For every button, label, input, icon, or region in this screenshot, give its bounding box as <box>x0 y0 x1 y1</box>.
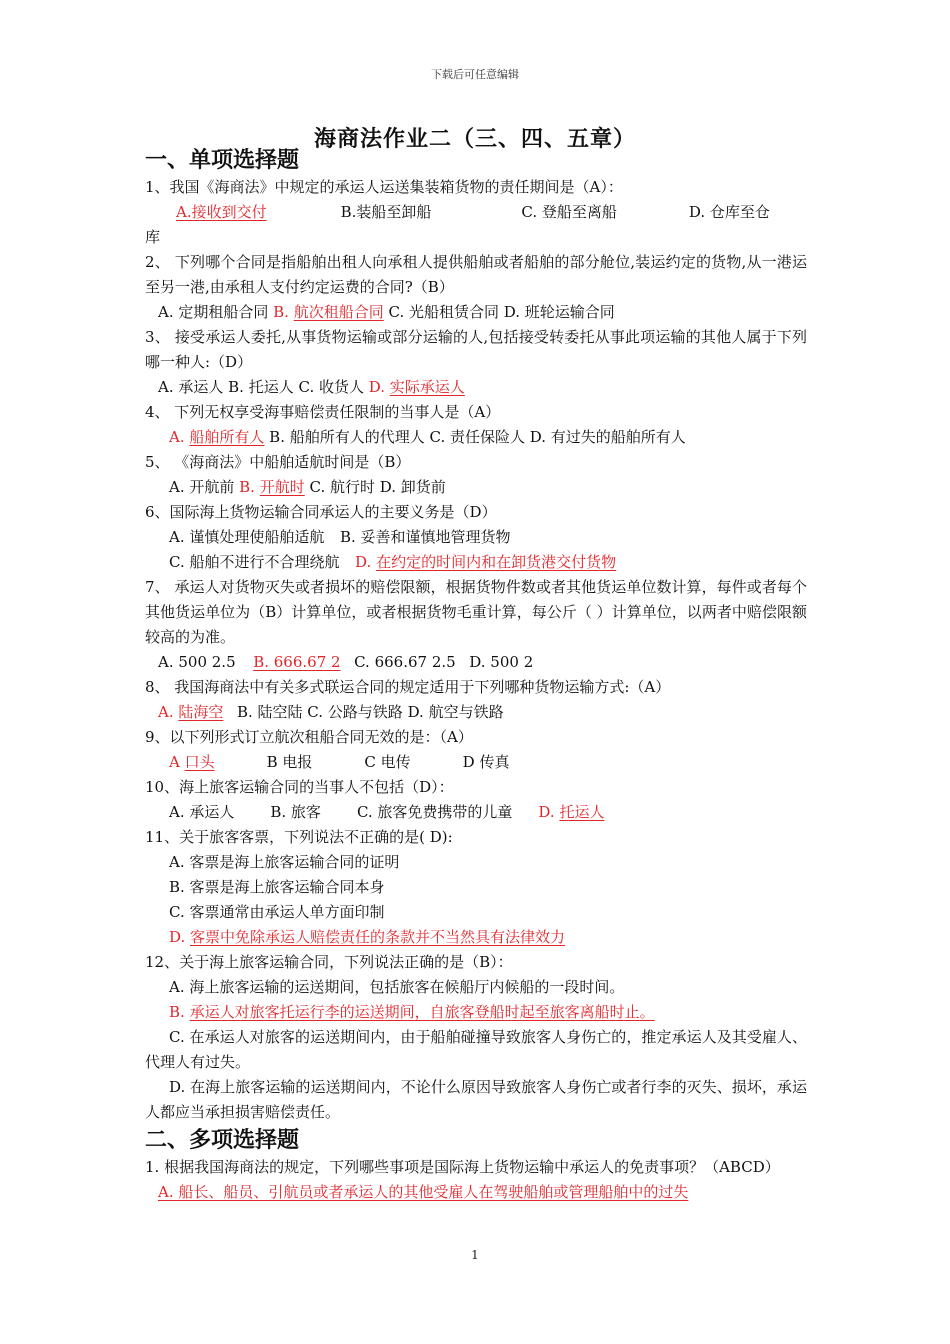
question-10-option-d-letter: D. <box>538 803 560 821</box>
question-2-option-a: A. 定期租船合同 <box>158 303 269 321</box>
question-10-option-a: A. 承运人 <box>169 803 235 821</box>
question-3-options <box>145 375 807 400</box>
question-4-option-b: B. 船舶所有人的代理人 <box>269 428 425 446</box>
question-6-option-b: B. 妥善和谨慎地管理货物 <box>339 528 511 546</box>
question-10-option-c: C. 旅客免费携带的儿童 <box>356 803 513 821</box>
question-10-stem: 10、海上旅客运输合同的当事人不包括（D）： <box>145 778 454 796</box>
question-11-option-c: C. 客票通常由承运人单方面印制 <box>169 903 385 921</box>
question-5-options <box>145 475 807 500</box>
document-body <box>145 145 807 1205</box>
question-9-option-b: B 电报 <box>266 753 313 771</box>
question-6-options-cd <box>145 550 807 575</box>
question-8-option-a: 陆海空 <box>178 703 224 721</box>
question-11-option-a: A. 客票是海上旅客运输合同的证明 <box>169 853 400 871</box>
question-5-option-a: A. 开航前 <box>169 478 235 496</box>
question-9-stem: 9、以下列形式订立航次租船合同无效的是：（A） <box>145 728 473 746</box>
question-12-option-c: C. 在承运人对旅客的运送期间内，由于船舶碰撞导致旅客人身伤亡的，推定承运人及其受雇人、代理人有过失。 <box>145 1028 807 1071</box>
question-3-option-b: B. 托运人 <box>228 378 294 396</box>
question-6-stem: 6、国际海上货物运输合同承运人的主要义务是（D） <box>145 503 497 521</box>
question-4-stem: 4、 下列无权享受海事赔偿责任限制的当事人是（A） <box>145 403 501 421</box>
question-11-option-d-row <box>145 925 807 950</box>
question-4-options <box>145 425 807 450</box>
question-10-option-b: B. 旅客 <box>270 803 321 821</box>
section-heading-single-choice: 一、单项选择题 <box>145 147 300 173</box>
question-9-option-a-letter: A <box>169 753 185 771</box>
question-10-option-d: 托运人 <box>559 803 605 821</box>
question-5-option-b: 开航时 <box>259 478 305 496</box>
question-3-stem: 3、 接受承运人委托,从事货物运输或部分运输的人,包括接受转委托从事此项运输的其他人属于下列哪一种人:（D） <box>145 328 807 371</box>
question-11-stem: 11、关于旅客客票，下列说法不正确的是( D): <box>145 828 453 846</box>
question-12-option-a: A. 海上旅客运输的运送期间，包括旅客在候船厅内候船的一段时间。 <box>169 978 625 996</box>
page-number: 1 <box>471 1248 479 1262</box>
question-12-option-d: D. 在海上旅客运输的运送期间内，不论什么原因导致旅客人身伤亡或者行李的灭失、损坏，承运人都应当承担损害赔偿责任。 <box>145 1078 807 1121</box>
question-11-option-d: 客票中免除承运人赔偿责任的条款并不当然具有法律效力 <box>190 928 566 946</box>
question-7-options <box>145 650 807 675</box>
question-4-option-a-letter: A. <box>169 428 190 446</box>
question-3-option-a: A. 承运人 <box>158 378 224 396</box>
question-8-option-c: C. 公路与铁路 <box>307 703 403 721</box>
question-3-option-d-letter: D. <box>368 378 390 396</box>
multi-question-1-stem: 1. 根据我国海商法的规定，下列哪些事项是国际海上货物运输中承运人的免责事项？（ABCD） <box>145 1158 780 1176</box>
question-3-option-d: 实际承运人 <box>389 378 465 396</box>
question-5-option-d: D. 卸货前 <box>379 478 446 496</box>
question-11-option-d-letter: D. <box>169 928 191 946</box>
question-7-option-d: D. 500 2 <box>469 653 534 671</box>
multi-question-1-option-a-row <box>145 1180 807 1205</box>
page-header: 下载后可任意编辑 <box>431 68 519 81</box>
question-1-options <box>145 200 807 225</box>
question-5-option-b-letter: B. <box>239 478 260 496</box>
question-9-options <box>145 750 807 775</box>
document-title: 海商法作业二（三、四、五章） <box>313 126 636 152</box>
question-9-option-c: C 电传 <box>364 753 411 771</box>
question-1-option-a: A.接收到交付 <box>176 203 267 221</box>
question-2-option-c: C. 光船租赁合同 <box>388 303 499 321</box>
question-2-option-b-letter: B. <box>273 303 294 321</box>
question-9-option-d: D 传真 <box>462 753 510 771</box>
question-6-option-d: 在约定的时间内和在卸货港交付货物 <box>376 553 617 571</box>
question-11-option-b: B. 客票是海上旅客运输合同本身 <box>169 878 385 896</box>
question-12-option-b-row <box>145 1000 807 1025</box>
question-5-stem: 5、 《海商法》中船舶适航时间是（B） <box>145 453 411 471</box>
question-8-option-b: B. 陆空陆 <box>236 703 303 721</box>
question-12-option-b-letter: B. <box>169 1003 190 1021</box>
question-2-option-d: D. 班轮运输合同 <box>503 303 615 321</box>
question-12-option-b: 承运人对旅客托运行李的运送期间，自旅客登船时起至旅客离船时止。 <box>189 1003 655 1021</box>
question-1-option-d: D. 仓库至仓 <box>688 203 770 221</box>
question-1-option-b: B.装船至卸船 <box>340 203 432 221</box>
question-6-option-d-letter: D. <box>355 553 377 571</box>
question-2-option-b: 航次租船合同 <box>293 303 384 321</box>
question-8-options <box>145 700 807 725</box>
question-7-option-c: C. 666.67 2.5 <box>354 653 456 671</box>
question-9-option-a: 口头 <box>184 753 215 771</box>
question-2-options <box>145 300 807 325</box>
question-8-option-a-letter: A. <box>158 703 179 721</box>
question-8-option-d: D. 航空与铁路 <box>407 703 504 721</box>
question-4-option-d: D. 有过失的船舶所有人 <box>529 428 686 446</box>
question-1-option-d-continued: 库 <box>145 228 161 246</box>
question-1-option-c: C. 登船至离船 <box>521 203 617 221</box>
question-3-option-c: C. 收货人 <box>298 378 364 396</box>
question-1-stem: 1、我国《海商法》中规定的承运人运送集装箱货物的责任期间是（A）： <box>145 178 623 196</box>
question-5-option-c: C. 航行时 <box>309 478 375 496</box>
question-7-stem: 7、 承运人对货物灭失或者损坏的赔偿限额，根据货物件数或者其他货运单位数计算，每件或者每个其他货运单位为（B）计算单位，或者根据货物毛重计算，每公斤（ ）计算单位，以两者中赔偿限额较高的为准。 <box>145 578 807 646</box>
question-6-option-a: A. 谨慎处理使船舶适航 <box>169 528 325 546</box>
question-6-options-ab <box>145 525 807 550</box>
question-7-option-a: A. 500 2.5 <box>158 653 236 671</box>
question-10-options <box>145 800 807 825</box>
question-2-stem: 2、 下列哪个合同是指船舶出租人向承租人提供船舶或者船舶的部分舱位,装运约定的货物,从一港运至另一港,由承租人支付约定运费的合同?（B） <box>145 253 807 296</box>
question-12-stem: 12、关于海上旅客运输合同，下列说法正确的是（B）： <box>145 953 513 971</box>
question-8-stem: 8、 我国海商法中有关多式联运合同的规定适用于下列哪种货物运输方式:（A） <box>145 678 671 696</box>
question-7-option-b: B. 666.67 2 <box>253 653 341 671</box>
section-heading-multiple-choice: 二、多项选择题 <box>145 1127 300 1153</box>
question-4-option-a: 船舶所有人 <box>189 428 265 446</box>
multi-question-1-option-a: A. 船长、船员、引航员或者承运人的其他受雇人在驾驶船舶或管理船舶中的过失 <box>158 1183 689 1201</box>
question-4-option-c: C. 责任保险人 <box>429 428 525 446</box>
question-6-option-c: C. 船舶不进行不合理绕航 <box>169 553 340 571</box>
